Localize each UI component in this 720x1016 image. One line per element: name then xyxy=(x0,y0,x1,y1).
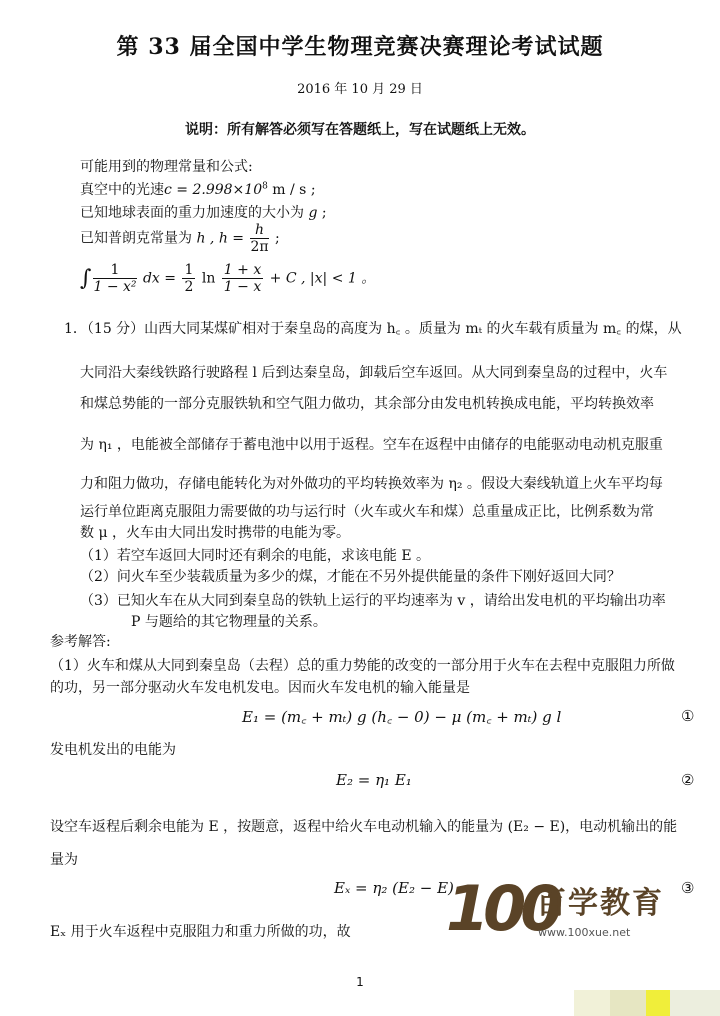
planck-label: 已知普朗克常量为 xyxy=(80,230,192,247)
problem-line-1: 1．（15 分）山西大同某煤矿相对于秦皇岛的高度为 h꜀ 。质量为 mₜ 的火车载有质量为 m꜀ 的煤，从 xyxy=(64,321,682,337)
ln-numerator: 1 + x xyxy=(223,262,262,278)
integral-sign: ∫ xyxy=(80,266,92,291)
problem-line-5: 力和阻力做功，存储电能转化为对外做功的平均转换效率为 η₂ 。假设大秦线轨道上火车平均每 xyxy=(80,476,663,492)
gravity-end: ; xyxy=(317,205,327,221)
question-3-line-1: （3）已知火车在从大同到秦皇岛的铁轨上运行的平均速率为 v ，请给出发电机的平均输出功率 xyxy=(80,593,666,609)
planck-symbol: h , h = xyxy=(192,230,249,247)
logo-number: 100 xyxy=(446,872,558,945)
page-number: 1 xyxy=(356,975,364,989)
ln-text: ln xyxy=(197,270,220,287)
integral-tail: + C , |x| < 1 。 xyxy=(265,270,376,287)
answer-heading: 参考解答: xyxy=(50,634,111,650)
planck-end: ; xyxy=(270,230,280,247)
integral-numerator: 1 xyxy=(93,262,136,279)
brand-logo xyxy=(446,872,664,952)
light-speed-unit: m / s ; xyxy=(267,182,316,198)
question-3-line-2: P 与题给的其它物理量的关系。 xyxy=(131,614,327,630)
gravity-symbol: g xyxy=(304,205,318,221)
light-speed-value: c = 2.998×10 xyxy=(164,182,263,198)
light-speed-line xyxy=(80,179,316,199)
blur-block-2 xyxy=(610,990,646,1016)
answer-para-3a: 设空车返程后剩余电能为 E ，按题意，返程中给火车电动机输入的能量为 (E₂ − E)，电动机输出的能 xyxy=(50,819,678,835)
gravity-label: 已知地球表面的重力加速度的大小为 xyxy=(80,205,304,221)
planck-denominator: 2π xyxy=(250,239,269,255)
equation-3-number: ③ xyxy=(681,879,695,897)
equation-1: E₁ = (m꜀ + mₜ) g (h꜀ − 0) − μ (m꜀ + mₜ) g l xyxy=(242,708,562,726)
problem-line-7: 数 μ ，火车由大同出发时携带的电能为零。 xyxy=(80,525,350,541)
integral-denominator: 1 − x² xyxy=(93,279,137,295)
constants-intro: 可能用到的物理常量和公式: xyxy=(80,159,253,175)
instruction-note: 说明：所有解答必须写在答题纸上，写在试题纸上无效。 xyxy=(185,122,535,138)
equation-1-number: ① xyxy=(681,707,695,725)
half-denominator: 2 xyxy=(184,279,194,295)
ln-denominator: 1 − x xyxy=(223,279,262,295)
logo-name: 百学教育 xyxy=(536,886,664,921)
planck-numerator: h xyxy=(250,222,268,239)
exam-date: 2016 年 10 月 29 日 xyxy=(297,82,423,97)
equation-2-number: ② xyxy=(681,771,695,789)
planck-line xyxy=(80,222,280,255)
light-speed-label: 真空中的光速 xyxy=(80,182,164,198)
light-speed-exponent: 8 xyxy=(262,181,268,192)
integral-dx: dx = xyxy=(138,270,181,287)
gravity-line xyxy=(80,202,327,222)
equation-3: Eₓ = η₂ (E₂ − E) xyxy=(334,879,454,897)
blur-block-4 xyxy=(670,990,720,1016)
integral-fraction xyxy=(93,262,136,295)
blur-block-1 xyxy=(574,990,610,1016)
equation-2: E₂ = η₁ E₁ xyxy=(336,771,412,789)
answer-para-3b: 量为 xyxy=(50,852,78,868)
page-title: 第 33 届全国中学生物理竞赛决赛理论考试试题 xyxy=(116,34,604,60)
question-1: （1）若空车返回大同时还有剩余的电能，求该电能 E 。 xyxy=(80,548,431,564)
logo-url: www.100xue.net xyxy=(538,926,631,939)
question-2: （2）问火车至少装载质量为多少的煤，才能在不另外提供能量的条件下刚好返回大同？ xyxy=(80,569,621,585)
problem-line-6: 运行单位距离克服阻力需要做的功与运行时（火车或火车和煤）总重量成正比，比例系数为常 xyxy=(80,504,654,520)
blur-block-3 xyxy=(646,990,670,1016)
answer-para-4: Eₓ 用于火车返程中克服阻力和重力所做的功，故 xyxy=(50,924,351,940)
integral-formula xyxy=(80,262,375,295)
answer-para-1a: （1）火车和煤从大同到秦皇岛（去程）总的重力势能的改变的一部分用于火车在去程中克服阻力所做 xyxy=(50,658,675,674)
answer-para-1b: 的功，另一部分驱动火车发电机发电。因而火车发电机的输入能量是 xyxy=(50,680,470,696)
problem-line-3: 和煤总势能的一部分克服铁轨和空气阻力做功，其余部分由发电机转换成电能，平均转换效率 xyxy=(80,396,654,412)
planck-fraction xyxy=(250,222,268,255)
half-numerator: 1 xyxy=(184,262,194,278)
problem-line-2: 大同沿大秦线铁路行驶路程 l 后到达秦皇岛，卸载后空车返回。从大同到秦皇岛的过程中，火车 xyxy=(80,365,668,381)
problem-line-4: 为 η₁ ，电能被全部储存于蓄电池中以用于返程。空车在返程中由储存的电能驱动电动机克服重 xyxy=(80,437,663,453)
answer-para-2: 发电机发出的电能为 xyxy=(50,742,176,758)
ln-fraction xyxy=(222,262,263,295)
half-fraction xyxy=(182,262,195,295)
